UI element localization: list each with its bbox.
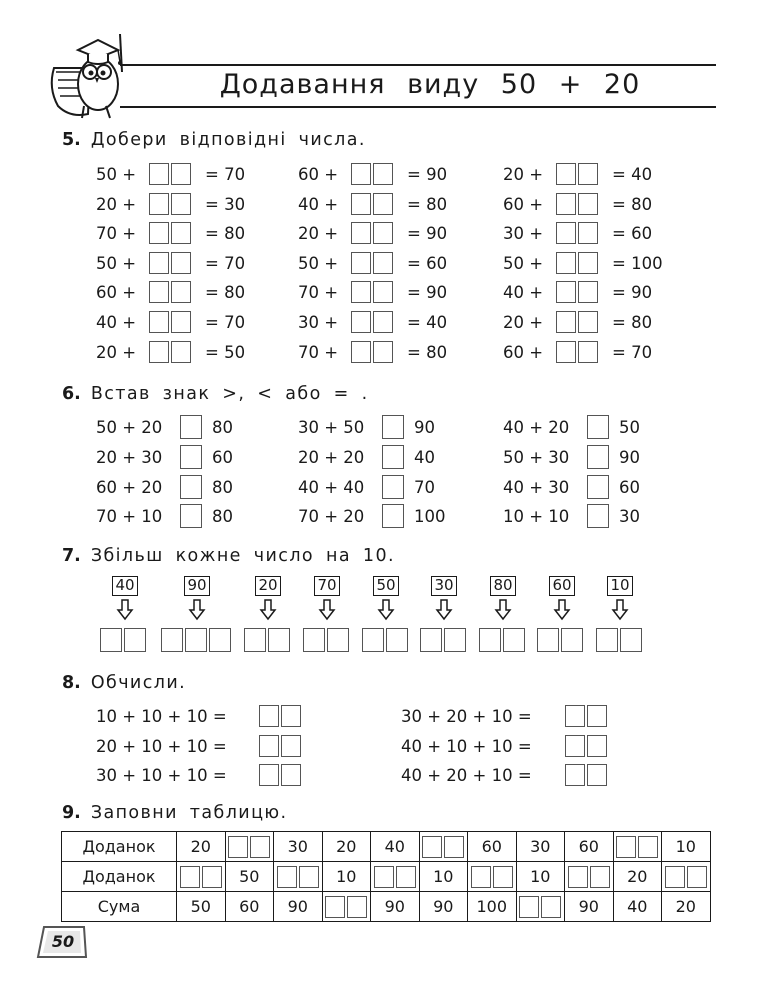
table-cell: 30 — [516, 832, 565, 862]
owl-mascot-icon — [44, 28, 132, 120]
comparison-left: 70 + 10 — [96, 507, 163, 527]
equation-right: = 80 — [407, 194, 448, 214]
sign-box[interactable] — [382, 445, 404, 469]
equation-right: = 60 — [612, 224, 653, 244]
header-rule-bottom — [120, 106, 716, 108]
empty-cell-boxes[interactable] — [662, 862, 711, 892]
task-7-heading — [62, 546, 395, 566]
sign-box[interactable] — [382, 475, 404, 499]
table-cell: 20 — [613, 862, 662, 892]
table-cell: 90 — [419, 892, 468, 922]
table-row — [62, 832, 711, 862]
comparison-right: 40 — [414, 447, 435, 467]
sign-box[interactable] — [587, 445, 609, 469]
sign-box[interactable] — [382, 415, 404, 439]
sign-box[interactable] — [180, 475, 202, 499]
table-row — [62, 892, 711, 922]
start-number: 70 — [314, 576, 340, 596]
equation-right: = 30 — [205, 194, 246, 214]
sign-box[interactable] — [180, 445, 202, 469]
task-5-text: Добери відповідні числа. — [90, 130, 366, 150]
equation-right: = 80 — [205, 224, 246, 244]
table-cell: 90 — [371, 892, 420, 922]
start-number: 30 — [431, 576, 457, 596]
table-cell: 90 — [274, 892, 323, 922]
task-9-table — [61, 831, 711, 922]
task-5-number: 5. — [62, 130, 81, 150]
sign-box[interactable] — [587, 415, 609, 439]
equation-left: 30 + — [503, 224, 544, 244]
equation-right: = 80 — [205, 283, 246, 303]
equation-left: 40 + — [298, 194, 339, 214]
arrow-down-icon — [435, 598, 453, 622]
comparison-left: 30 + 50 — [298, 418, 365, 437]
answer-boxes[interactable] — [259, 705, 301, 727]
empty-cell-boxes[interactable] — [516, 892, 565, 922]
answer-boxes[interactable] — [351, 222, 393, 244]
equation-right: = 40 — [612, 165, 653, 184]
row-label: Доданок — [62, 862, 177, 892]
arrow-down-icon — [611, 598, 629, 622]
sum-expression: 10 + 10 + 10 = — [96, 707, 227, 726]
table-cell: 100 — [468, 892, 517, 922]
table-cell: 50 — [225, 862, 274, 892]
sum-expression: 40 + 10 + 10 = — [401, 736, 532, 756]
comparison-left: 40 + 30 — [503, 477, 570, 497]
equation-right: = 70 — [612, 342, 653, 362]
comparison-left: 60 + 20 — [96, 477, 163, 497]
answer-boxes[interactable] — [351, 193, 393, 215]
equation-right: = 90 — [612, 283, 653, 303]
empty-cell-boxes[interactable] — [177, 862, 226, 892]
equation-left: 30 + — [298, 313, 339, 332]
empty-cell-boxes[interactable] — [371, 862, 420, 892]
equation-left: 20 + — [298, 224, 339, 244]
equation-right: = 90 — [407, 283, 448, 303]
page-number: 50 — [51, 932, 75, 951]
comparison-right: 70 — [414, 477, 435, 497]
equation-left: 40 + — [503, 283, 544, 303]
arrow-down-icon — [318, 598, 336, 622]
comparison-left: 20 + 30 — [96, 447, 163, 467]
equation-right: = 100 — [612, 253, 663, 273]
comparison-left: 10 + 10 — [503, 507, 570, 527]
equation-left: 60 + — [96, 283, 137, 303]
comparison-left: 70 + 20 — [298, 507, 365, 527]
row-label: Сума — [62, 892, 177, 922]
comparison-right: 60 — [619, 477, 640, 497]
answer-boxes[interactable] — [556, 311, 598, 333]
task-6-text: Встав знак >, < або = . — [90, 384, 369, 404]
sign-box[interactable] — [587, 504, 609, 528]
task-9-number: 9. — [62, 803, 81, 823]
empty-cell-boxes[interactable] — [225, 832, 274, 862]
result-boxes[interactable] — [244, 628, 290, 652]
answer-boxes[interactable] — [149, 193, 191, 215]
answer-boxes[interactable] — [556, 163, 598, 185]
table-cell: 10 — [516, 862, 565, 892]
equation-right: = 80 — [612, 313, 653, 332]
table-cell: 10 — [662, 832, 711, 862]
answer-boxes[interactable] — [149, 311, 191, 333]
task-9-text: Заповни таблицю. — [90, 803, 288, 823]
equation-left: 70 + — [298, 283, 339, 303]
start-number: 50 — [373, 576, 399, 596]
result-boxes[interactable] — [537, 628, 583, 652]
sign-box[interactable] — [382, 504, 404, 528]
equation-left: 70 + — [298, 342, 339, 362]
result-boxes[interactable] — [161, 628, 231, 652]
equation-right: = 50 — [205, 342, 246, 362]
comparison-right: 80 — [212, 507, 233, 527]
task-8-text: Обчисли. — [90, 673, 187, 693]
task-6-heading — [62, 384, 369, 404]
equation-left: 60 + — [503, 194, 544, 214]
answer-boxes[interactable] — [149, 281, 191, 303]
equation-right: = 40 — [407, 313, 448, 332]
task-9-heading — [62, 803, 288, 823]
equation-left: 50 + — [96, 165, 137, 184]
equation-left: 50 + — [503, 253, 544, 273]
equation-left: 20 + — [96, 194, 137, 214]
answer-boxes[interactable] — [556, 252, 598, 274]
empty-cell-boxes[interactable] — [419, 832, 468, 862]
comparison-left: 40 + 40 — [298, 477, 365, 497]
equation-left: 50 + — [298, 253, 339, 273]
equation-right: = 90 — [407, 165, 448, 184]
table-row — [62, 862, 711, 892]
answer-boxes[interactable] — [351, 281, 393, 303]
table-cell: 40 — [613, 892, 662, 922]
table-cell: 20 — [177, 832, 226, 862]
equation-right: = 80 — [407, 342, 448, 362]
result-boxes[interactable] — [596, 628, 642, 652]
answer-boxes[interactable] — [556, 281, 598, 303]
answer-boxes[interactable] — [149, 222, 191, 244]
task-7-text: Збільш кожне число на 10. — [90, 546, 395, 566]
answer-boxes[interactable] — [351, 341, 393, 363]
comparison-right: 80 — [212, 418, 233, 437]
answer-boxes[interactable] — [565, 735, 607, 757]
equation-left: 20 + — [503, 165, 544, 184]
arrow-down-icon — [259, 598, 277, 622]
table-cell: 90 — [565, 892, 614, 922]
empty-cell-boxes[interactable] — [322, 892, 371, 922]
answer-boxes[interactable] — [259, 735, 301, 757]
table-cell: 60 — [468, 832, 517, 862]
answer-boxes[interactable] — [565, 764, 607, 786]
equation-left: 60 + — [298, 165, 339, 184]
equation-right: = 70 — [205, 165, 246, 184]
answer-boxes[interactable] — [259, 764, 301, 786]
answer-boxes[interactable] — [149, 252, 191, 274]
arrow-down-icon — [377, 598, 395, 622]
arrow-down-icon — [116, 598, 134, 622]
table-cell: 20 — [322, 832, 371, 862]
comparison-right: 90 — [619, 447, 640, 467]
table-cell: 40 — [371, 832, 420, 862]
arrow-down-icon — [494, 598, 512, 622]
sum-expression: 40 + 20 + 10 = — [401, 766, 532, 786]
empty-cell-boxes[interactable] — [468, 862, 517, 892]
start-number: 20 — [255, 576, 281, 596]
table-cell: 30 — [274, 832, 323, 862]
answer-boxes[interactable] — [351, 163, 393, 185]
result-boxes[interactable] — [303, 628, 349, 652]
sign-box[interactable] — [587, 475, 609, 499]
comparison-left: 50 + 20 — [96, 418, 163, 437]
equation-right: = 60 — [407, 253, 448, 273]
table-cell: 50 — [177, 892, 226, 922]
answer-boxes[interactable] — [351, 311, 393, 333]
comparison-left: 50 + 30 — [503, 447, 570, 467]
answer-boxes[interactable] — [149, 341, 191, 363]
equation-right: = 70 — [205, 313, 246, 332]
table-cell: 10 — [322, 862, 371, 892]
comparison-right: 60 — [212, 447, 233, 467]
answer-boxes[interactable] — [556, 193, 598, 215]
sign-box[interactable] — [180, 415, 202, 439]
comparison-right: 80 — [212, 477, 233, 497]
equation-left: 50 + — [96, 253, 137, 273]
result-boxes[interactable] — [100, 628, 146, 652]
arrow-down-icon — [188, 598, 206, 622]
start-number: 40 — [112, 576, 138, 596]
equation-left: 40 + — [96, 313, 137, 332]
result-boxes[interactable] — [362, 628, 408, 652]
table-cell: 10 — [419, 862, 468, 892]
comparison-right: 30 — [619, 507, 640, 527]
start-number: 90 — [184, 576, 210, 596]
arrow-down-icon — [553, 598, 571, 622]
equation-right: = 90 — [407, 224, 448, 244]
start-number: 10 — [607, 576, 633, 596]
sum-expression: 30 + 20 + 10 = — [401, 707, 532, 726]
comparison-right: 100 — [414, 507, 446, 527]
table-cell: 60 — [565, 832, 614, 862]
task-6-number: 6. — [62, 384, 81, 404]
comparison-right: 90 — [414, 418, 435, 437]
answer-boxes[interactable] — [556, 222, 598, 244]
start-number: 80 — [490, 576, 516, 596]
sum-expression: 30 + 10 + 10 = — [96, 766, 227, 786]
comparison-left: 40 + 20 — [503, 418, 570, 437]
page-title: Додавання виду 50 + 20 — [219, 69, 641, 100]
row-label: Доданок — [62, 832, 177, 862]
result-boxes[interactable] — [479, 628, 525, 652]
table-cell: 20 — [662, 892, 711, 922]
task-8-number: 8. — [62, 673, 81, 693]
task-5-heading — [62, 130, 366, 150]
comparison-right: 50 — [619, 418, 640, 437]
task-8-heading — [62, 673, 186, 693]
result-boxes[interactable] — [420, 628, 466, 652]
comparison-left: 20 + 20 — [298, 447, 365, 467]
equation-right: = 70 — [205, 253, 246, 273]
answer-boxes[interactable] — [149, 163, 191, 185]
equation-left: 60 + — [503, 342, 544, 362]
equation-left: 20 + — [96, 342, 137, 362]
sum-expression: 20 + 10 + 10 = — [96, 736, 227, 756]
answer-boxes[interactable] — [565, 705, 607, 727]
empty-cell-boxes[interactable] — [274, 862, 323, 892]
answer-boxes[interactable] — [556, 341, 598, 363]
task-7-number: 7. — [62, 546, 81, 566]
equation-left: 70 + — [96, 224, 137, 244]
empty-cell-boxes[interactable] — [613, 832, 662, 862]
sign-box[interactable] — [180, 504, 202, 528]
answer-boxes[interactable] — [351, 252, 393, 274]
start-number: 60 — [549, 576, 575, 596]
equation-right: = 80 — [612, 194, 653, 214]
table-cell: 60 — [225, 892, 274, 922]
equation-left: 20 + — [503, 313, 544, 332]
empty-cell-boxes[interactable] — [565, 862, 614, 892]
